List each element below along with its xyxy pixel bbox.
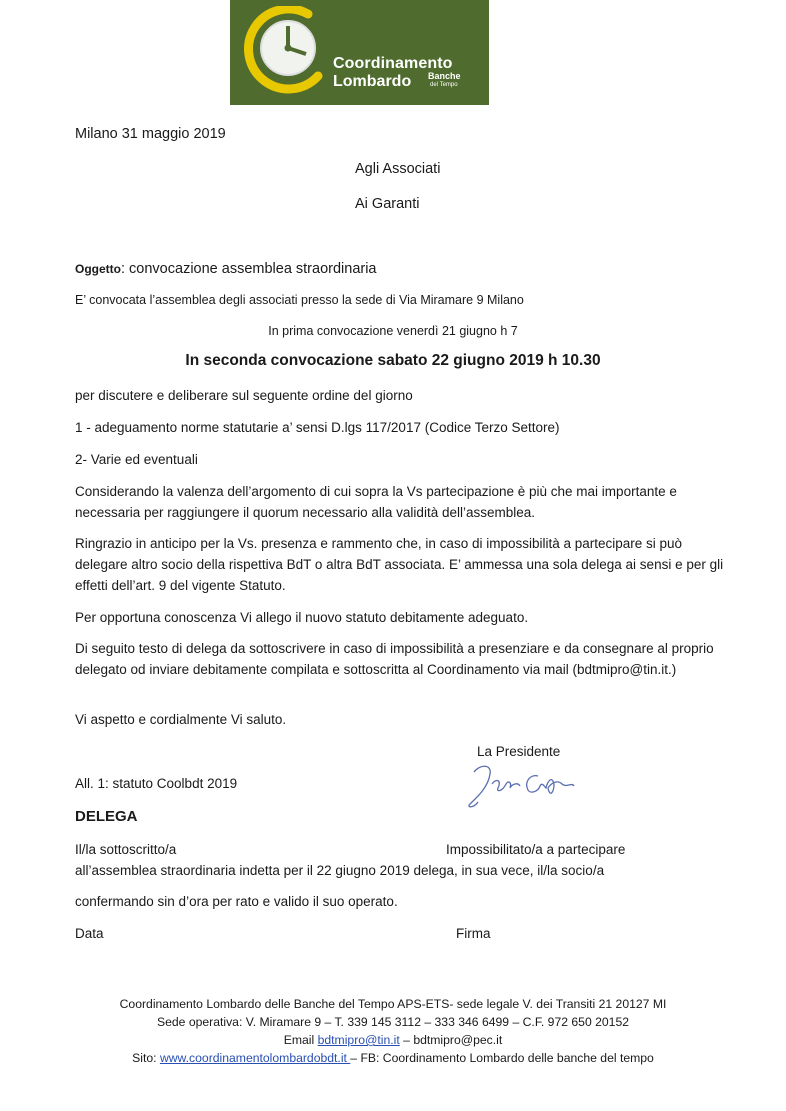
logo-text-line2: Lombardo — [333, 73, 412, 90]
delega-sign-label: Firma — [456, 926, 491, 941]
footer-legal-address: Coordinamento Lombardo delle Banche del Tempo APS-ETS- sede legale V. dei Transiti 21 20127 MI — [119, 997, 667, 1011]
intro-text: E’ convocata l’assemblea degli associati presso la sede di Via Miramare 9 Milano — [75, 293, 524, 307]
attachment-text: All. 1: statuto Coolbdt 2019 — [75, 776, 238, 791]
subject-label: Oggetto — [75, 262, 121, 276]
paragraph-delega-instructions: Di seguito testo di delega da sottoscrivere in caso di impossibilità a presenziare e da consegnare al proprio delegato od inviare debitamente compilata e sottoscritta al Coordinamento via mail (bdtmipro@tin.it.) — [75, 641, 714, 677]
recipient-garanti: Ai Garanti — [355, 196, 420, 212]
paragraph-importance: Considerando la valenza dell’argomento di cui sopra la Vs partecipazione è più che mai importante e necessaria per raggiungere il quorum necessario alla validità dell’assemblea. — [75, 484, 677, 520]
agenda-item-2: 2- Varie ed eventuali — [75, 452, 198, 467]
delega-undersigned-label: Il/la sottoscritto/a — [75, 842, 177, 857]
footer-site-link[interactable]: www.coordinamentolombardobdt.it — [159, 1051, 351, 1065]
signature-title: La Presidente — [477, 744, 561, 759]
footer-email-prefix: Email — [283, 1033, 318, 1047]
recipient-associati: Agli Associati — [355, 161, 441, 177]
footer-email-line — [60, 1031, 726, 1049]
delega-heading: DELEGA — [75, 808, 138, 825]
subject-line — [75, 260, 377, 278]
delega-assembly-text: all’assemblea straordinaria indetta per il 22 giugno 2019 delega, in sua vece, il/la socio/a — [75, 863, 605, 878]
second-call: In seconda convocazione sabato 22 giugno 2019 h 10.30 — [185, 352, 601, 369]
place-date: Milano 31 maggio 2019 — [75, 126, 226, 142]
subject-text: : convocazione assemblea straordinaria — [121, 261, 377, 277]
delega-unable-label: Impossibilitato/a a partecipare — [446, 842, 626, 857]
agenda-item-1: 1 - adeguamento norme statutarie a’ sensi D.lgs 117/2017 (Codice Terzo Settore) — [75, 420, 560, 435]
footer-email-link[interactable]: bdtmipro@tin.it — [317, 1033, 400, 1047]
delega-date-label: Data — [75, 926, 104, 941]
footer-site-prefix: Sito: — [132, 1051, 160, 1065]
paragraph-delegation: Ringrazio in anticipo per la Vs. presenza e rammento che, in caso di impossibilità a partecipare si può delegare altro socio della rispettiva BdT o altra BdT associata. E’ ammessa una sola delega ai sensi e per gli effetti dell’art. 9 del vigente Statuto. — [75, 536, 724, 593]
logo-text-line4: del Tempo — [430, 82, 458, 88]
agenda-intro: per discutere e deliberare sul seguente ordine del giorno — [75, 388, 413, 403]
logo — [230, 0, 489, 105]
footer-site-suffix: – FB: Coordinamento Lombardo delle banche del tempo — [350, 1051, 654, 1065]
footer-email-suffix: – bdtmipro@pec.it — [399, 1033, 503, 1047]
closing-text: Vi aspetto e cordialmente Vi saluto. — [75, 712, 287, 727]
footer-operational-address: Sede operativa: V. Miramare 9 – T. 339 145 3112 – 333 346 6499 – C.F. 972 650 20152 — [156, 1015, 630, 1029]
delega-confirmation-text: confermando sin d’ora per rato e valido il suo operato. — [75, 894, 398, 909]
first-call: In prima convocazione venerdì 21 giugno h 7 — [268, 324, 518, 338]
paragraph-statute: Per opportuna conoscenza Vi allego il nuovo statuto debitamente adeguato. — [75, 610, 529, 625]
logo-text-line3: Banche — [428, 71, 461, 81]
clock-logo-icon — [238, 6, 333, 98]
handwritten-signature — [462, 758, 582, 818]
logo-text-line1: Coordinamento — [333, 55, 453, 72]
footer-site-line — [60, 1049, 726, 1067]
